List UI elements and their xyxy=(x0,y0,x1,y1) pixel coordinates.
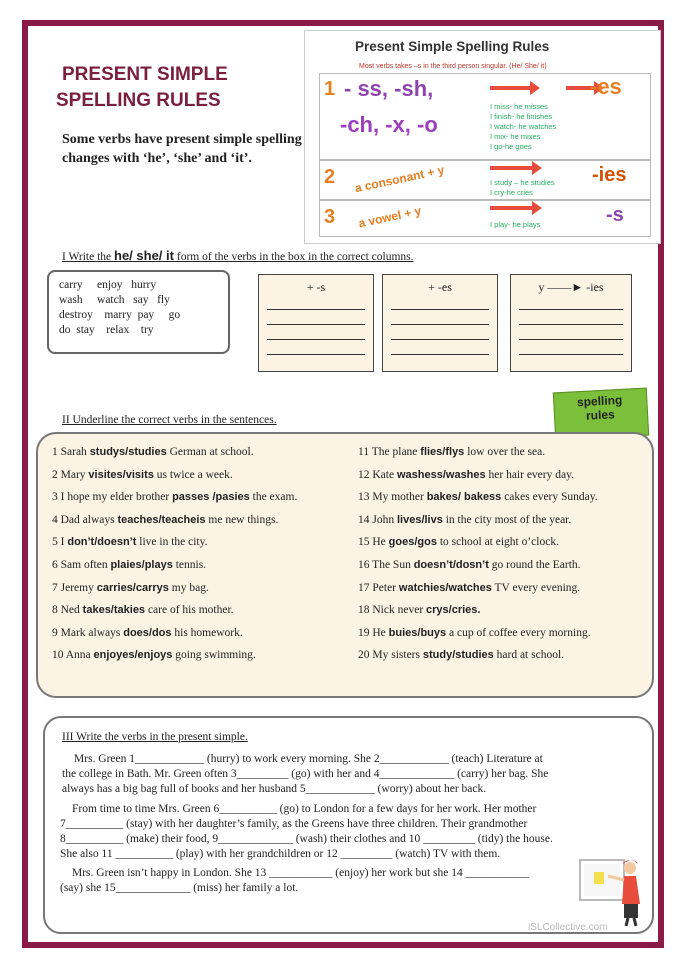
sentence xyxy=(52,491,297,503)
badge-text xyxy=(557,392,642,424)
teacher-illustration xyxy=(578,856,648,928)
sentence-text: cakes every Sunday. xyxy=(501,491,598,504)
word: go xyxy=(168,309,181,321)
sentence-text: to school at eight o’clock. xyxy=(436,536,559,549)
sentence-text: tennis. xyxy=(172,559,207,571)
column-header: y ——► -ies xyxy=(538,280,604,294)
sentence-text: me new things. xyxy=(205,513,279,526)
column-es xyxy=(382,274,498,372)
title-line-1: PRESENT SIMPLE xyxy=(62,64,228,85)
sentence-text: low over the sea. xyxy=(464,446,546,458)
rule-ending: -s xyxy=(606,204,624,226)
rule-number: 2 xyxy=(324,166,336,188)
section-1-post: form of the verbs in the box in the correct columns. xyxy=(173,251,414,263)
word-row xyxy=(59,278,218,293)
rule-endings-line-2: -ch, -x, -o xyxy=(340,112,438,137)
sentence xyxy=(52,649,256,661)
answer-line[interactable] xyxy=(519,340,623,355)
section-1-title xyxy=(62,248,414,263)
verb-choice[interactable]: studys/studies xyxy=(89,446,167,458)
word-row xyxy=(59,308,218,323)
rules-card-subtitle: Most verbs takes –s in the third person singular. (He/ She/ it) xyxy=(359,63,547,70)
sentence-text: 4 Dad always xyxy=(52,513,118,526)
word: try xyxy=(140,324,154,336)
paragraph-line: always has a big bag full of books and her husband 5____________ (worry) about her back. xyxy=(62,783,487,795)
sentence-text: 12 Kate xyxy=(358,468,397,481)
word-box xyxy=(47,270,230,354)
answer-line[interactable] xyxy=(519,325,623,340)
section-3-title-text: III Write the verbs in the present simple. xyxy=(62,731,248,743)
sentence xyxy=(52,559,206,571)
example: I mix- he mixes xyxy=(490,132,541,141)
title-line-2: SPELLING RULES xyxy=(56,90,221,111)
sentence-text: 10 Anna xyxy=(52,649,94,662)
answer-line[interactable] xyxy=(391,325,489,340)
word-row xyxy=(59,293,218,308)
badge-line: spelling xyxy=(576,392,623,410)
rules-card-title: Present Simple Spelling Rules xyxy=(355,39,550,54)
sentence-text: German at school. xyxy=(166,446,254,458)
sentence-text: 9 Mark always xyxy=(52,626,124,639)
paragraph-line: 7__________ (stay) with her daughter’s family, as the Greens have three children. Their grandmother xyxy=(60,818,528,830)
verb-choice[interactable]: enjoyes/enjoys xyxy=(93,649,173,662)
sentence-text: 16 The Sun xyxy=(358,559,414,571)
arrow-icon xyxy=(490,166,534,170)
sentence-text: the exam. xyxy=(249,491,298,504)
section-1-highlight: he/ she/ it xyxy=(114,248,174,263)
paragraph-line: the college in Bath. Mr. Green often 3_________ (go) with her and 4_____________ (carry) her bag. She xyxy=(62,768,549,780)
word: marry xyxy=(104,309,132,321)
sentence-text: live in the city. xyxy=(136,536,208,549)
answer-line[interactable] xyxy=(391,340,489,355)
sentence-text: 14 John xyxy=(358,513,397,526)
watermark: iSLCollective.com xyxy=(528,922,608,933)
verb-choice[interactable]: visites/visits xyxy=(88,468,154,481)
sentence xyxy=(358,536,559,548)
answer-line[interactable] xyxy=(391,295,489,310)
sentence-text: 20 My sisters xyxy=(358,649,423,662)
sentence-text: 2 Mary xyxy=(52,468,89,481)
sentence xyxy=(358,582,580,594)
sentence xyxy=(52,469,233,481)
column-header: + -s xyxy=(306,280,326,294)
verb-choice[interactable]: flies/flys xyxy=(420,446,465,458)
sentence-text: 18 Nick never xyxy=(358,604,427,617)
sentence-text: care of his mother. xyxy=(145,604,234,617)
example: I finish- he finishes xyxy=(490,112,553,121)
rule-examples xyxy=(490,178,555,198)
verb-choice[interactable]: takes/takies xyxy=(82,604,146,617)
verb-choice[interactable]: watchies/watches xyxy=(398,581,492,594)
sentence-text: going swimming. xyxy=(172,649,256,662)
word: carry xyxy=(59,279,83,291)
verb-choice[interactable]: passes /pasies xyxy=(172,491,250,504)
example: I miss- he misses xyxy=(490,102,548,111)
column-ies xyxy=(510,274,632,372)
sentence-text: a cup of coffee every morning. xyxy=(446,626,591,639)
section-1-pre: I Write the xyxy=(62,251,115,263)
verb-choice[interactable]: buies/buys xyxy=(388,626,447,639)
sentence-text: in the city most of the year. xyxy=(442,513,572,526)
rule-tag: a vowel + y xyxy=(357,203,423,231)
section-2-title-text: II Underline the correct verbs in the sentences. xyxy=(62,414,277,426)
sentence xyxy=(358,649,564,661)
verb-choice[interactable]: crys/cries. xyxy=(426,604,481,617)
rule-row-1 xyxy=(319,73,651,161)
answer-line[interactable] xyxy=(267,295,365,310)
rule-ending: -es xyxy=(590,74,622,99)
answer-line[interactable] xyxy=(267,310,365,325)
example: I watch- he watches xyxy=(490,122,557,131)
answer-line[interactable] xyxy=(267,325,365,340)
verb-choice[interactable]: does/dos xyxy=(123,626,172,639)
verb-choice[interactable]: carries/carrys xyxy=(96,581,169,594)
word: relax xyxy=(106,324,130,336)
word: say xyxy=(133,294,149,306)
sentence xyxy=(358,627,591,639)
answer-line[interactable] xyxy=(267,340,365,355)
section-2-title xyxy=(62,414,277,426)
sentence-text: 5 I xyxy=(52,536,68,549)
sentence xyxy=(52,582,209,594)
sentence-text: 19 He xyxy=(358,626,389,639)
sentence xyxy=(52,446,254,458)
sentence-text: 13 My mother xyxy=(358,491,427,504)
verb-choice[interactable]: plaies/plays xyxy=(110,559,173,571)
sentence-text: go round the Earth. xyxy=(488,559,581,571)
sentence xyxy=(52,627,243,639)
verb-choice[interactable]: lives/livs xyxy=(396,513,443,526)
arrow-icon xyxy=(490,86,532,90)
paragraph-line: Mrs. Green 1____________ (hurry) to work every morning. She 2____________ (teach) Literature at xyxy=(74,753,543,765)
rule-tag: a consonant + y xyxy=(353,162,446,196)
arrow-icon xyxy=(490,206,534,210)
rule-endings-line-1: - ss, -sh, xyxy=(344,76,434,101)
sentence xyxy=(358,446,545,458)
sentence xyxy=(358,604,480,616)
sentence-text: 17 Peter xyxy=(358,581,399,594)
sentence xyxy=(52,536,208,548)
column-s xyxy=(258,274,374,372)
rule-ending: -ies xyxy=(592,164,627,186)
sentence-text: TV every evening. xyxy=(491,581,581,594)
sentence-text: 6 Sam often xyxy=(52,559,111,571)
word: fly xyxy=(157,294,170,306)
rule-number: 1 xyxy=(324,78,336,100)
column-header: + -es xyxy=(428,280,452,294)
word: wash xyxy=(59,294,83,306)
word: hurry xyxy=(131,279,157,291)
intro-text: Some verbs have present simple spelling changes with ‘he’, ‘she’ and ‘it’. xyxy=(62,132,302,166)
verb-choice[interactable]: doesn’t/dosn’t xyxy=(413,559,489,571)
sentence xyxy=(358,469,574,481)
paragraph-line: Mrs. Green isn’t happy in London. She 13 ___________ (enjoy) her work but she 14 ___________ xyxy=(72,867,529,879)
sentence xyxy=(358,514,571,526)
verb-choice[interactable]: don’t/doesn’t xyxy=(67,536,137,549)
sentence xyxy=(52,604,234,616)
verb-choice[interactable]: teaches/teacheis xyxy=(117,513,206,526)
page-title xyxy=(56,62,228,114)
sentence-text: 3 I hope my elder brother xyxy=(52,491,173,504)
sentence-text: my bag. xyxy=(168,581,209,594)
word: stay xyxy=(76,324,95,336)
word: pay xyxy=(137,309,155,321)
paragraph-3 xyxy=(60,866,529,896)
paragraph-line: She also 11 __________ (play) with her grandchildren or 12 _________ (watch) TV with them. xyxy=(60,848,501,860)
paragraph-2 xyxy=(60,802,553,862)
paragraph-line: From time to time Mrs. Green 6__________ (go) to London for a few days for her work. Her mother xyxy=(72,803,537,815)
example: I study – he studies xyxy=(490,178,555,187)
word: do xyxy=(59,324,71,336)
rule-row-3 xyxy=(319,199,651,237)
section-3-title xyxy=(62,731,248,743)
paragraph-line: 8__________ (make) their food, 9_____________ (wash) their clothes and 10 _________ (tidy) the house. xyxy=(60,833,553,845)
example: I play- he plays xyxy=(490,220,541,229)
verb-choice[interactable]: washess/washes xyxy=(396,468,486,481)
word: watch xyxy=(97,294,125,306)
example: I cry-he cries xyxy=(490,188,533,197)
sentence xyxy=(358,491,598,503)
verb-choice[interactable]: study/studies xyxy=(422,649,494,662)
spelling-rules-card xyxy=(304,30,661,244)
answer-line[interactable] xyxy=(519,310,623,325)
rule-number: 3 xyxy=(324,206,336,228)
paragraph-1 xyxy=(62,752,548,797)
sentence xyxy=(358,559,581,571)
word: enjoy xyxy=(97,279,123,291)
paragraph-line: (say) she 15_____________ (miss) her family a lot. xyxy=(60,882,299,894)
rule-row-2 xyxy=(319,159,651,201)
sentence-text: 15 He xyxy=(358,536,389,549)
sentence xyxy=(52,514,278,526)
word-row xyxy=(59,323,218,338)
sentence-text: 11 The plane xyxy=(358,446,421,458)
badge-line: rules xyxy=(585,407,616,423)
sentence-text: his homework. xyxy=(171,626,243,639)
verb-choice[interactable]: bakes/ bakess xyxy=(426,491,502,504)
sentence-text: us twice a week. xyxy=(153,468,233,481)
word: destroy xyxy=(59,309,93,321)
sentence-text: 8 Ned xyxy=(52,604,83,617)
answer-line[interactable] xyxy=(391,310,489,325)
sentence-text: her hair every day. xyxy=(485,468,574,481)
verb-choice[interactable]: goes/gos xyxy=(388,536,437,549)
rule-examples xyxy=(490,102,556,152)
example: I go-he goes xyxy=(490,142,532,151)
sentence-text: hard at school. xyxy=(493,649,565,662)
answer-line[interactable] xyxy=(519,295,623,310)
sentence-text: 1 Sarah xyxy=(52,446,90,458)
sentence-text: 7 Jeremy xyxy=(52,581,97,594)
